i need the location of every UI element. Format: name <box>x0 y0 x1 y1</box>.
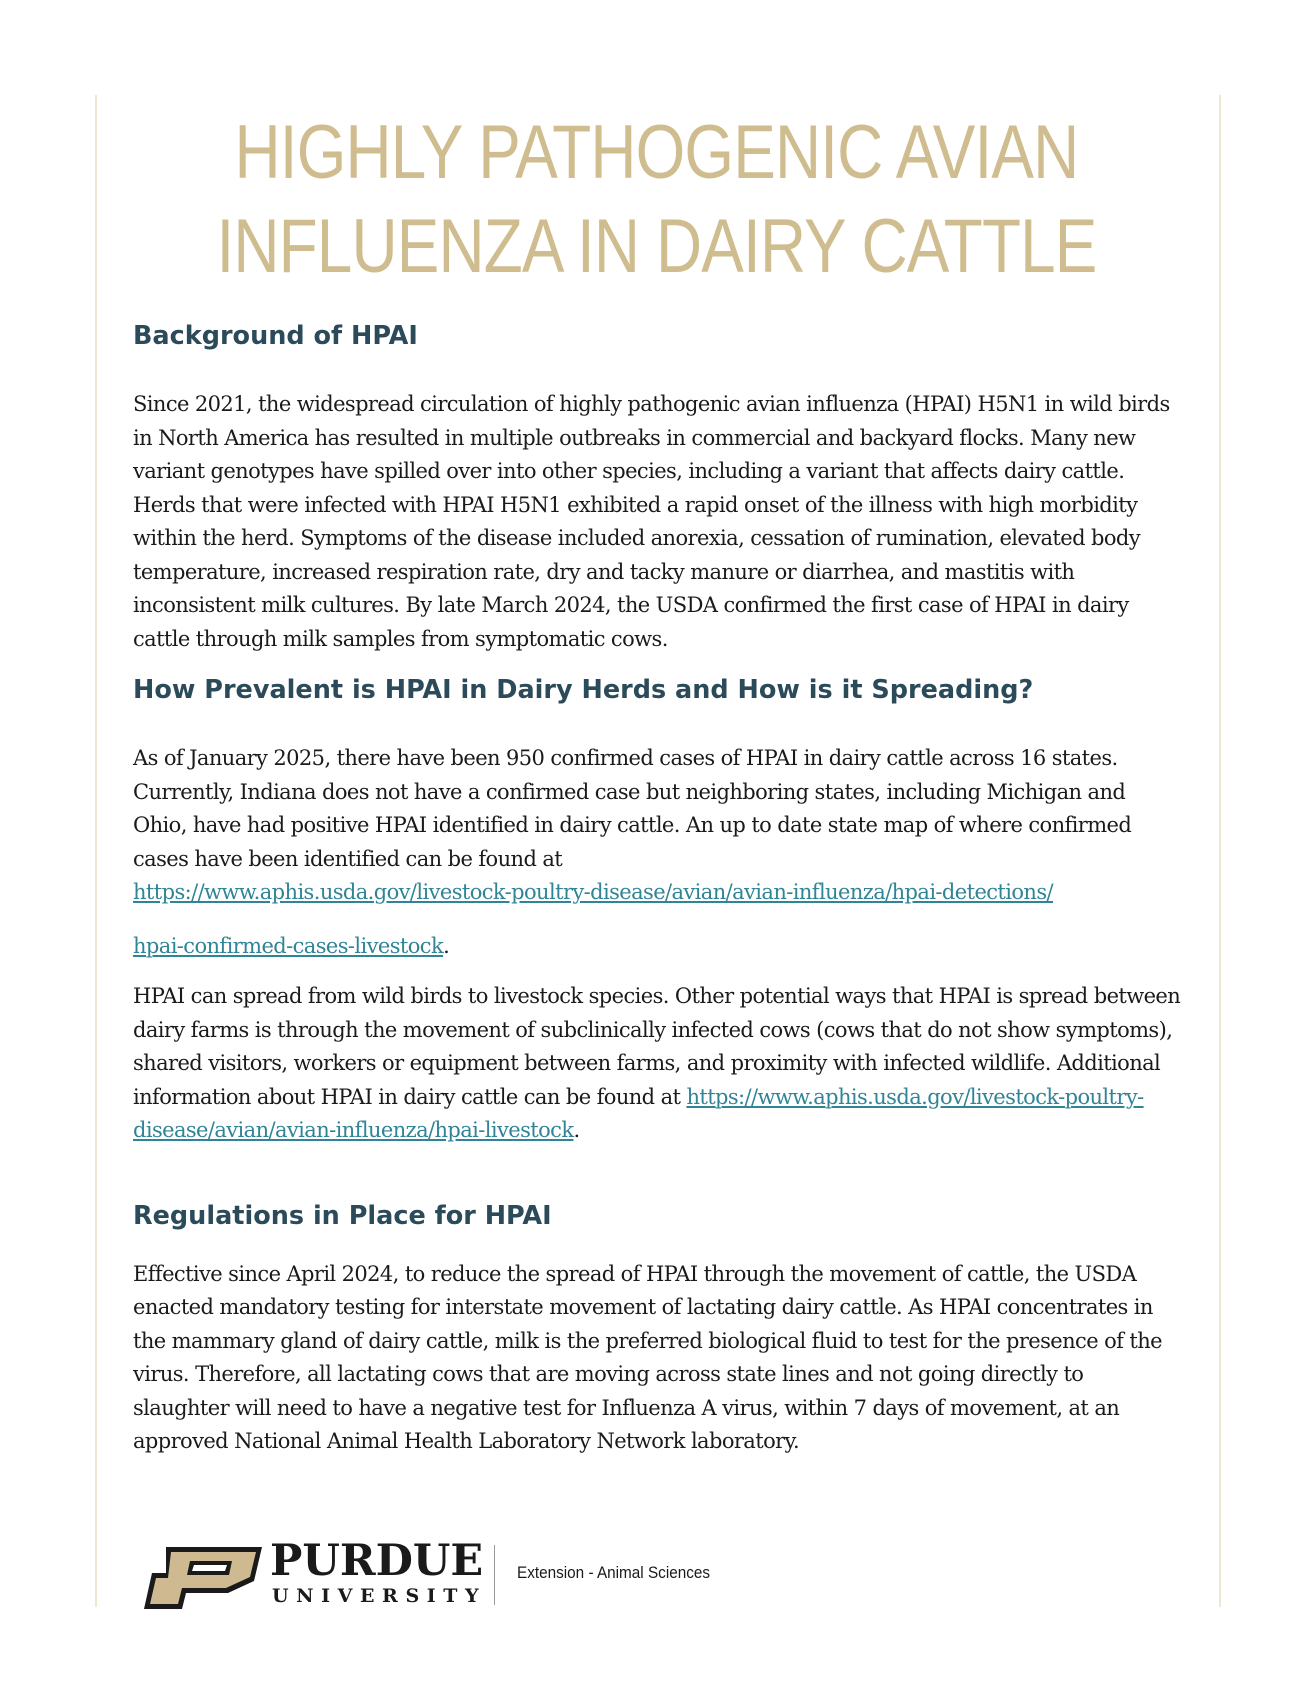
purdue-wordmark <box>270 1537 486 1607</box>
prevalence-heading: How Prevalent is HPAI in Dairy Herds and How is it Spreading? <box>133 675 1034 705</box>
confirmed-cases-link-part-2[interactable]: hpai-confirmed-cases-livestock <box>133 933 444 958</box>
footer-divider <box>494 1545 495 1605</box>
spread-text: HPAI can spread from wild birds to livestock species. Other potential ways that HPAI is spread between dairy farms is through the movement of subclinically infected cows (cows that do not show symptoms), shared visitors, workers or equipment between farms, and proximity with infected wildlife. Additional information about HPAI in dairy cattle can be found at <box>133 984 1181 1109</box>
confirmed-cases-link-part-1[interactable]: https://www.aphis.usda.gov/livestock-poultry-disease/avian/avian-influenza/hpai-detections/ <box>133 880 1054 904</box>
background-heading: Background of HPAI <box>133 321 418 351</box>
prevalence-paragraph: As of January 2025, there have been 950 confirmed cases of HPAI in dairy cattle across 16 states. Currently, Indiana does not have a confirmed case but neighboring states, including Michigan and Ohio, have had positive HPAI identified in dairy cattle. An up to date state map of where confirmed cases have been identified can be found at <box>133 746 1132 871</box>
link-suffix-period: . <box>443 933 450 958</box>
right-margin-rule <box>1219 95 1221 1607</box>
document-body <box>133 318 1183 1459</box>
department-label: Extension - Animal Sciences <box>517 1563 711 1582</box>
document-title <box>105 106 1208 294</box>
link2-suffix-period: . <box>573 1118 580 1142</box>
wordmark-university: UNIVERSITY <box>272 1585 487 1607</box>
confirmed-cases-link-line-1 <box>133 876 1183 910</box>
title-line-1: HIGHLY PATHOGENIC AVIAN <box>234 110 1079 195</box>
background-paragraph: Since 2021, the widespread circulation of highly pathogenic avian influenza (HPAI) H5N1 in wild birds in North America has resulted in multiple outbreaks in commercial and backyard flocks. Many new variant genotypes have spilled over into other species, including a variant that affects dairy cattle. Herds that were infected with HPAI H5N1 exhibited a rapid onset of the illness with high morbidity within the herd. Symptoms of the disease included anorexia, cessation of rumination, elevated body temperature, increased respiration rate, dry and tacky manure or diarrhea, and mastitis with inconsistent milk cultures. By late March 2024, the USDA confirmed the first case of HPAI in dairy cattle through milk samples from symptomatic cows. <box>133 392 1170 651</box>
title-line-2: INFLUENZA IN DAIRY CATTLE <box>216 204 1097 289</box>
regulations-heading: Regulations in Place for HPAI <box>133 1200 552 1231</box>
confirmed-cases-link-line-2 <box>133 930 1183 964</box>
footer <box>140 1535 860 1615</box>
spread-paragraph <box>133 980 1183 1148</box>
hpai-livestock-link[interactable]: https://www.aphis.usda.gov/livestock-poultry-disease/avian/avian-influenza/hpai-livestock <box>133 1084 1144 1142</box>
regulations-paragraph: Effective since April 2024, to reduce the spread of HPAI through the movement of cattle, the USDA enacted mandatory testing for interstate movement of lactating dairy cattle. As HPAI concentrates in the mammary gland of dairy cattle, milk is the preferred biological fluid to test for the presence of the virus. Therefore, all lactating cows that are moving across state lines and not going directly to slaughter will need to have a negative test for Influenza A virus, within 7 days of movement, at an approved National Animal Health Laboratory Network laboratory. <box>133 1261 1163 1453</box>
wordmark-purdue: PURDUE <box>270 1536 484 1586</box>
left-margin-rule <box>95 95 97 1607</box>
purdue-motion-p-logo-icon <box>144 1547 262 1609</box>
